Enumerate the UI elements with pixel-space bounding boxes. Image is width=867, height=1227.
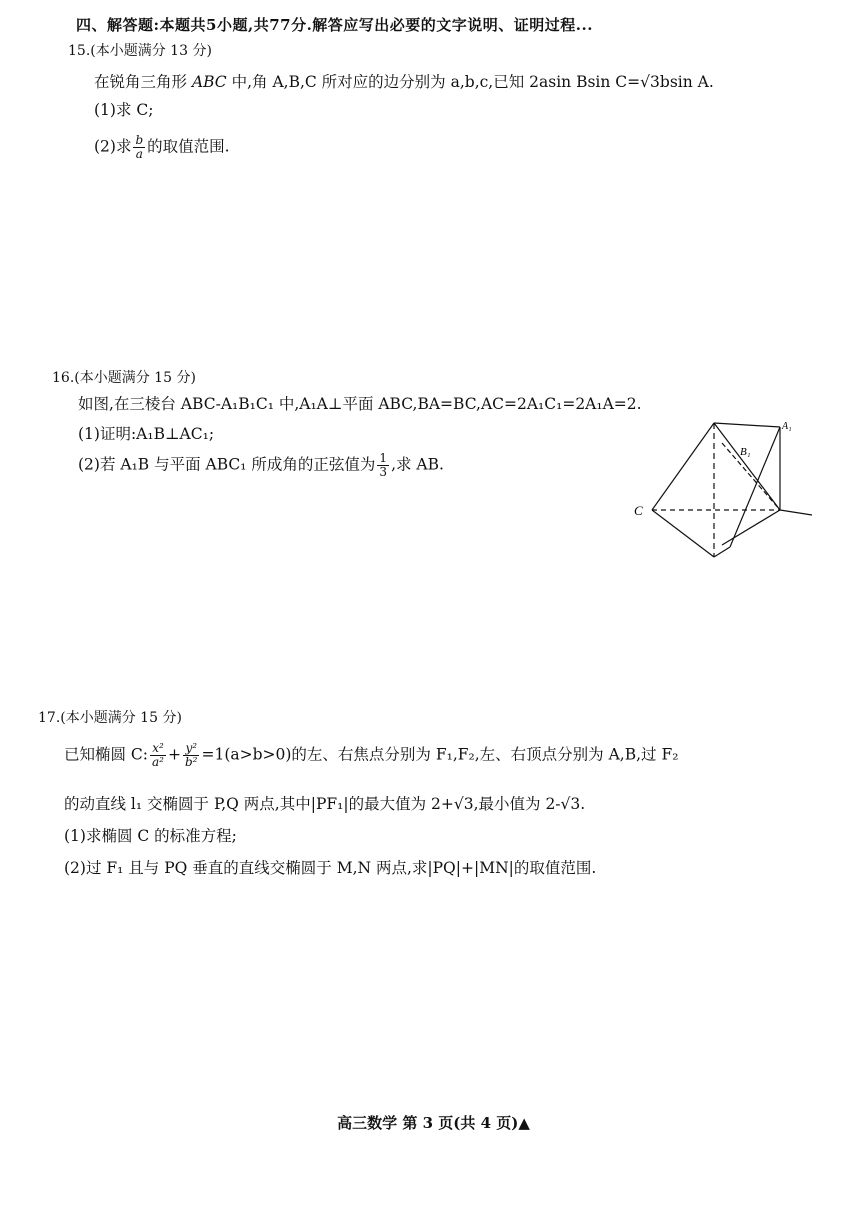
q16-fraction <box>377 452 389 479</box>
edge-top-to-c <box>652 423 714 510</box>
q15-stem-d: √3 <box>640 73 660 91</box>
edge-a-to-bottom <box>722 510 780 545</box>
q17-heading: 17.(本小题满分 15 分) <box>38 710 182 726</box>
q17-stem-line1 <box>64 742 678 769</box>
frustum-figure <box>630 415 830 575</box>
q15-frac-num: b <box>135 133 144 147</box>
edge-top <box>714 423 780 427</box>
edge-c-to-bottom <box>652 510 714 557</box>
q16-frac-den: 3 <box>379 465 388 479</box>
q15-fraction <box>133 134 145 161</box>
q15-stem-a: 在锐角三角形 <box>94 73 192 91</box>
q17-stem-post: =1(a>b>0)的左、右焦点分别为 F₁,F₂,左、右顶点分别为 A,B,过 F₂ <box>201 745 679 764</box>
label-c: C <box>634 503 643 518</box>
q15-stem <box>94 70 714 92</box>
q15-stem-c: 中,角 A,B,C 所对应的边分别为 a,b,c,已知 2asin Bsin C= <box>226 73 641 91</box>
q15-heading: 15.(本小题满分 13 分) <box>68 43 212 59</box>
q16-heading: 16.(本小题满分 15 分) <box>52 370 196 386</box>
q17-frac1-den: a² <box>152 755 164 769</box>
q16-stem: 如图,在三棱台 ABC-A₁B₁C₁ 中,A₁A⊥平面 ABC,BA=BC,AC=2A₁C₁=2A₁A=2. <box>78 395 642 413</box>
label-a1: A₁ <box>782 421 792 432</box>
q17-fraction-x <box>150 742 166 769</box>
q17-frac2-num: y² <box>183 742 200 756</box>
edge-extension <box>780 510 812 515</box>
label-b1: B₁ <box>740 446 751 458</box>
edge-b1-dashed <box>722 443 780 510</box>
edge-bottom <box>714 547 730 557</box>
frustum-lines <box>652 423 812 557</box>
q15-stem-e: bsin A. <box>659 73 714 91</box>
q17-stem-line2: 的动直线 l₁ 交椭圆于 P,Q 两点,其中|PF₁|的最大值为 2+√3,最小值为 2-√3. <box>64 795 586 813</box>
edge-diagonal <box>714 423 780 510</box>
q16-part2-pre: (2)若 A₁B 与平面 ABC₁ 所成角的正弦值为 <box>78 455 376 474</box>
section-header: 四、解答题:本题共5小题,共77分.解答应写出必要的文字说明、证明过程... <box>76 16 593 34</box>
edge-a1-down <box>730 427 780 547</box>
q15-frac-den: a <box>135 147 143 161</box>
q17-frac1-num: x² <box>150 742 166 756</box>
page-footer: 高三数学 第 3 页(共 4 页)▲ <box>337 1114 530 1132</box>
q16-part2-post: ,求 AB. <box>391 455 444 474</box>
q17-fraction-y <box>183 742 200 769</box>
q17-stem-pre: 已知椭圆 C: <box>64 745 149 764</box>
q17-part2: (2)过 F₁ 且与 PQ 垂直的直线交椭圆于 M,N 两点,求|PQ|+|MN|的取值范围. <box>64 859 597 877</box>
q16-part1: (1)证明:A₁B⊥AC₁; <box>78 425 215 443</box>
q15-part2 <box>94 134 230 161</box>
q16-frac-num: 1 <box>379 451 388 465</box>
q17-part1: (1)求椭圆 C 的标准方程; <box>64 827 237 845</box>
q15-part1: (1)求 C; <box>94 101 154 119</box>
q15-part2-post: 的取值范围. <box>147 137 230 156</box>
q15-stem-b: ABC <box>191 73 227 91</box>
q17-plus: + <box>167 745 181 764</box>
q16-part2 <box>78 452 444 479</box>
q15-part2-pre: (2)求 <box>94 137 132 156</box>
q17-frac2-den: b² <box>184 755 198 769</box>
